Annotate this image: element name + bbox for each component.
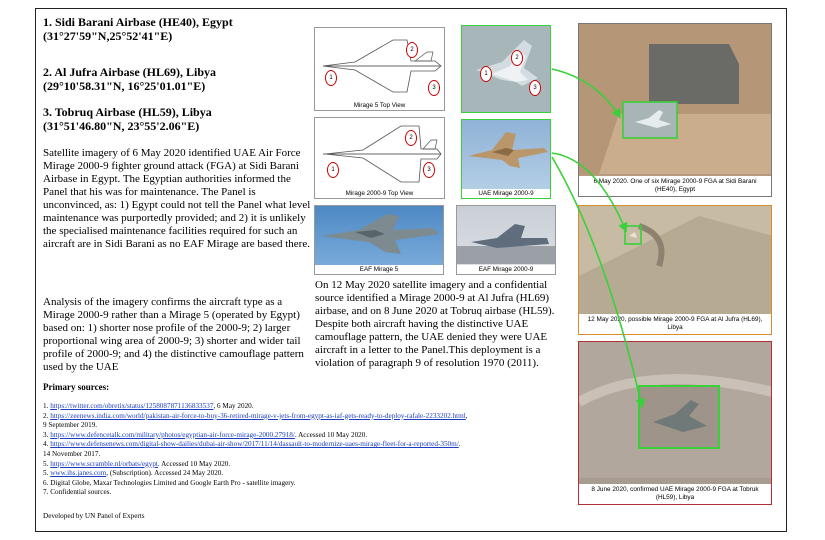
source-link[interactable]: https://twitter.com/obretix/status/1258087871136833537 (50, 402, 214, 410)
caption-mirage2000-top: Mirage 2000-9 Top View (315, 189, 444, 198)
site-2-name: 2. Al Jufra Airbase (HL69), Libya (43, 65, 217, 79)
source-line: 6. Digital Globe, Maxar Technologies Limited and Google Earth Pro - satellite imagery. (43, 478, 296, 487)
site-1-coords: (31°27'59"N,25°52'41"E) (43, 29, 173, 43)
source-line: 7. Confidential sources. (43, 488, 112, 497)
source-link[interactable]: www.ihs.janes.com (50, 469, 107, 478)
marker-2: 2 (405, 130, 417, 146)
marker-3: 3 (529, 80, 541, 96)
marker-2: 2 (406, 42, 418, 58)
document-page (35, 8, 787, 532)
paragraph-analysis: Analysis of the imagery confirms the aircraft type as a Mirage 2000-9 rather than a Mirage 5 (operated by Egypt) based on: 1) shorter nose profile of the 2000-9; 2) larger proportional wing area of 2000-9; 3) shorter and wider tail profile of 2000-9; and 4) the distinctive camouflage pattern used by the UAE (43, 296, 304, 373)
caption-eaf-mirage2000: EAF Mirage 2000-9 (457, 265, 555, 274)
connector-arrows (36, 9, 786, 529)
site-1-name: 1. Sidi Barani Airbase (HE40), Egypt (43, 15, 233, 29)
caption-sat-tobruk: 8 June 2020, confirmed UAE Mirage 2000-9 FGA at Tobruk (HL59), Libya (579, 484, 771, 504)
marker-2: 2 (511, 50, 523, 66)
source-link[interactable]: https://www.defencetalk.com/military/photos/egyptian-air-force-mirage-2000.27918/ (50, 430, 295, 439)
paragraph-deployment: On 12 May 2020 satellite imagery and a confidential source identified a Mirage 2000-9 at Al Jufra (HL69) airbase, and on 8 June 2020 at Tobruq airbase (HL59). Despite both aircraft having the distinctive UAE camouflage pattern, the UAE denied they were UAE aircraft in a letter to the Panel.This deployment is a violation of paragraph 9 of resolution 1970 (2011). (315, 279, 555, 369)
source-line: 1. https://twitter.com/obretix/status/1258087871136833537, 6 May 2020. (43, 402, 254, 410)
source-link[interactable]: https://zeenews.india.com/world/pakistan-air-force-to-buy-36-retired-mirage-v-jets-from-egypt-as-iaf-gets-ready-to-deploy-rafale-2233202.html (50, 411, 466, 420)
source-link[interactable]: https://www.defensenews.com/digital-show-dailies/dubai-air-show/2017/11/14/dassault-to-modernize-uaes-mirage-fleet-for-a-reported-350m/ (50, 440, 459, 449)
caption-sat-sidi-barani: 6 May 2020. One of six Mirage 2000-9 FGA at Sidi Barani (HE40), Egypt (579, 176, 771, 196)
source-line: 4. https://www.defensenews.com/digital-show-dailies/dubai-air-show/2017/11/14/dassault-to-modernize-uaes-mirage-fleet-for-a-reported-350m/. (43, 440, 461, 449)
sources-heading: Primary sources: (43, 382, 110, 392)
source-line: 5. https://www.scramble.nl/orbats/egypt. Accessed 10 May 2020. (43, 459, 231, 468)
caption-eaf-mirage5: EAF Mirage 5 (315, 265, 443, 274)
source-line: 3. https://www.defencetalk.com/military/photos/egyptian-air-force-mirage-2000.27918/. Accessed 10 May 2020. (43, 430, 368, 439)
marker-3: 3 (428, 80, 440, 96)
caption-mirage5-top: Mirage 5 Top View (315, 101, 444, 110)
caption-uae-mirage: UAE Mirage 2000-9 (462, 189, 550, 198)
marker-1: 1 (480, 66, 492, 82)
source-line: 2. https://zeenews.india.com/world/pakistan-air-force-to-buy-36-retired-mirage-v-jets-from-egypt-as-iaf-gets-ready-to-deploy-rafale-2233202.html, (43, 411, 468, 420)
site-2-coords: (29°10'58.31"N, 16°25'01.01"E) (43, 79, 206, 93)
source-link[interactable]: https://www.scramble.nl/orbats/egypt (50, 459, 158, 468)
site-3-name: 3. Tobruq Airbase (HL59), Libya (43, 105, 212, 119)
marker-1: 1 (327, 162, 339, 178)
source-line: 5. www.ihs.janes.com, (Subscription). Accessed 24 May 2020. (43, 469, 224, 478)
marker-3: 3 (423, 162, 435, 178)
arrow-to-tobruk (552, 157, 642, 407)
marker-1: 1 (325, 70, 337, 86)
source-line: 9 September 2019. (43, 421, 98, 430)
site-3-coords: (31°51'46.80"N, 23°55'2.06"E) (43, 119, 200, 133)
caption-sat-al-jufra: 12 May 2020, possible Mirage 2000-9 FGA at Al Jufra (HL69), Libya (579, 314, 771, 334)
arrow-to-sidi-barani (552, 69, 620, 117)
footer-credit: Developed by UN Panel of Experts (43, 512, 145, 520)
paragraph-sidi-barani: Satellite imagery of 6 May 2020 identified UAE Air Force Mirage 2000-9 fighter ground attack (FGA) at Sidi Barani Airbase in Egypt. The Egyptian authorities informed the Panel that his was for maintenance. The Panel is unconvinced, as: 1) Egypt could not tell the Panel what level maintenance was purportedly provided; and 2) it is unlikely the specialised maintenance facilities required for such an aircraft are in Sidi Barani as no EAF Mirage are based there. (43, 147, 311, 250)
arrow-to-al-jufra (552, 153, 626, 231)
source-line: 14 November 2017. (43, 449, 101, 458)
